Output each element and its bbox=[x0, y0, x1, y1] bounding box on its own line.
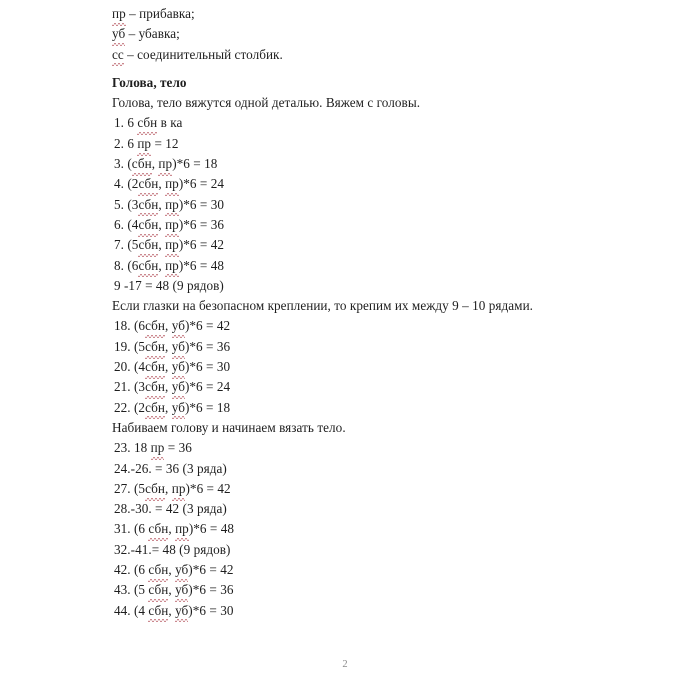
text-run: )*6 = 24 bbox=[178, 176, 225, 192]
text-run: , bbox=[165, 379, 172, 395]
text-run: , bbox=[168, 562, 176, 578]
text-run: , bbox=[165, 399, 172, 415]
spellcheck-term: сбн bbox=[138, 215, 158, 235]
spellcheck-term: сбн bbox=[148, 601, 168, 621]
text-run: 9 -17 = 48 (9 рядов) bbox=[114, 277, 224, 293]
spellcheck-term: сбн bbox=[145, 316, 165, 336]
text-run: , bbox=[165, 338, 172, 354]
text-run: , bbox=[165, 359, 172, 375]
text-run: = 36 bbox=[164, 440, 192, 456]
text-run: 43. (5 bbox=[114, 582, 149, 598]
text-run: 1. 6 bbox=[114, 115, 138, 131]
pattern-row bbox=[112, 276, 582, 296]
text-run: 32.-41.= 48 (9 рядов) bbox=[114, 541, 231, 557]
text-run: , bbox=[151, 156, 159, 172]
spellcheck-term: сбн bbox=[138, 195, 158, 215]
spacer bbox=[112, 65, 582, 73]
text-run: – прибавка; bbox=[125, 6, 195, 21]
note-safety-eyes: Если глазки на безопасном креплении, то крепим их между 9 – 10 рядами. bbox=[112, 298, 534, 314]
text-run: , bbox=[158, 216, 166, 232]
text-run: )*6 = 36 bbox=[178, 216, 225, 232]
text-run: , bbox=[168, 602, 176, 618]
spellcheck-term: уб bbox=[175, 601, 188, 621]
text-run: 28.-30. = 42 (3 ряда) bbox=[114, 501, 227, 517]
text-run: )*6 = 48 bbox=[188, 521, 235, 537]
text-run: 27. (5 bbox=[114, 480, 146, 496]
spellcheck-term: сбн bbox=[145, 337, 165, 357]
pattern-row bbox=[112, 316, 582, 336]
spellcheck-term: уб bbox=[172, 377, 185, 397]
text-run: , bbox=[168, 582, 176, 598]
pattern-row bbox=[112, 154, 582, 174]
text-run: 20. (4 bbox=[114, 359, 146, 375]
text-run: в ка bbox=[157, 115, 183, 131]
pattern-row bbox=[112, 337, 582, 357]
abbreviation-line bbox=[112, 4, 582, 24]
spellcheck-term: пр bbox=[172, 479, 186, 499]
pattern-row bbox=[112, 459, 582, 479]
spellcheck-term: сбн bbox=[132, 154, 152, 174]
text-run: )*6 = 30 bbox=[188, 602, 234, 618]
text-run: , bbox=[165, 480, 172, 496]
pattern-row bbox=[112, 560, 582, 580]
spellcheck-term: уб bbox=[172, 337, 185, 357]
spellcheck-term: пр bbox=[165, 235, 179, 255]
spellcheck-term: сбн bbox=[145, 377, 165, 397]
pattern-row bbox=[112, 540, 582, 560]
text-run: , bbox=[168, 521, 176, 537]
pattern-row bbox=[112, 357, 582, 377]
pattern-row bbox=[112, 499, 582, 519]
text-run: 18. (6 bbox=[114, 318, 146, 334]
pattern-rows-body bbox=[112, 438, 582, 621]
text-run: 24.-26. = 36 (3 ряда) bbox=[114, 460, 227, 476]
text-run: )*6 = 30 bbox=[178, 196, 225, 212]
text-run: 23. 18 bbox=[114, 440, 151, 456]
spellcheck-term: уб bbox=[172, 398, 185, 418]
spellcheck-term: пр bbox=[165, 174, 179, 194]
page-number: 2 bbox=[342, 659, 348, 670]
document-body bbox=[112, 4, 582, 621]
pattern-row bbox=[112, 134, 582, 154]
text-run: , bbox=[165, 318, 172, 334]
pattern-row bbox=[112, 601, 582, 621]
spellcheck-term: пр bbox=[165, 215, 179, 235]
spellcheck-term: сбн bbox=[137, 113, 157, 133]
spellcheck-term: сбн bbox=[145, 398, 165, 418]
text-run: , bbox=[158, 196, 166, 212]
text-run: – соединительный столбик. bbox=[123, 46, 283, 62]
spellcheck-term: уб bbox=[172, 316, 185, 336]
text-run: , bbox=[158, 237, 166, 253]
note-stuffing: Набиваем голову и начинаем вязать тело. bbox=[112, 419, 346, 435]
spellcheck-term: сбн bbox=[148, 580, 168, 600]
pattern-row bbox=[112, 215, 582, 235]
text-run: 8. (6 bbox=[114, 257, 139, 273]
pattern-rows-decrease bbox=[112, 316, 582, 417]
text-run: )*6 = 18 bbox=[172, 156, 218, 172]
pattern-row bbox=[112, 113, 582, 133]
spellcheck-term: пр bbox=[165, 195, 179, 215]
text-run: 3. ( bbox=[114, 156, 132, 172]
spellcheck-term: пр bbox=[175, 519, 189, 539]
text-run: )*6 = 24 bbox=[184, 379, 231, 395]
text-run: )*6 = 48 bbox=[178, 257, 225, 273]
text-run: 7. (5 bbox=[114, 237, 139, 253]
abbreviation-list bbox=[112, 4, 582, 65]
pattern-rows-head bbox=[112, 113, 582, 296]
pattern-row bbox=[112, 174, 582, 194]
pattern-row bbox=[112, 580, 582, 600]
text-run: 4. (2 bbox=[114, 176, 139, 192]
text-run: 6. (4 bbox=[114, 216, 139, 232]
pattern-row bbox=[112, 195, 582, 215]
spellcheck-term: сс bbox=[112, 45, 124, 65]
spellcheck-term: пр bbox=[165, 256, 179, 276]
text-run: 42. (6 bbox=[114, 562, 149, 578]
spellcheck-term: пр bbox=[112, 4, 126, 24]
text-run: , bbox=[158, 176, 166, 192]
text-run: 19. (5 bbox=[114, 338, 146, 354]
text-run: )*6 = 42 bbox=[185, 480, 231, 496]
text-run: )*6 = 42 bbox=[188, 562, 234, 578]
text-run: )*6 = 36 bbox=[188, 582, 234, 598]
abbreviation-line bbox=[112, 24, 582, 44]
spellcheck-term: сбн bbox=[148, 560, 168, 580]
pattern-row bbox=[112, 398, 582, 418]
section-heading-golova-telo: Голова, тело bbox=[112, 74, 187, 90]
spellcheck-term: пр bbox=[137, 134, 151, 154]
text-run: )*6 = 30 bbox=[184, 359, 231, 375]
spellcheck-term: сбн bbox=[148, 519, 168, 539]
section-intro-text: Голова, тело вяжутся одной деталью. Вяжем с головы. bbox=[112, 95, 421, 111]
spellcheck-term: пр bbox=[151, 438, 165, 458]
text-run: 22. (2 bbox=[114, 399, 146, 415]
text-run: )*6 = 18 bbox=[184, 399, 231, 415]
text-run: 2. 6 bbox=[114, 135, 138, 151]
spellcheck-term: сбн bbox=[138, 174, 158, 194]
text-run: 21. (3 bbox=[114, 379, 146, 395]
spellcheck-term: сбн bbox=[145, 479, 165, 499]
pattern-row bbox=[112, 438, 582, 458]
pattern-row bbox=[112, 256, 582, 276]
text-run: )*6 = 42 bbox=[184, 318, 231, 334]
abbreviation-line bbox=[112, 45, 582, 65]
spellcheck-term: сбн bbox=[145, 357, 165, 377]
pattern-row bbox=[112, 479, 582, 499]
text-run: , bbox=[158, 257, 166, 273]
text-run: 5. (3 bbox=[114, 196, 139, 212]
spellcheck-term: сбн bbox=[138, 235, 158, 255]
pattern-row bbox=[112, 377, 582, 397]
spellcheck-term: уб bbox=[172, 357, 185, 377]
text-run: 31. (6 bbox=[114, 521, 149, 537]
spellcheck-term: уб bbox=[112, 24, 125, 44]
spellcheck-term: уб bbox=[175, 580, 188, 600]
text-run: – убавка; bbox=[125, 26, 180, 42]
text-run: 44. (4 bbox=[114, 602, 149, 618]
text-run: = 12 bbox=[151, 135, 179, 151]
text-run: )*6 = 36 bbox=[184, 338, 231, 354]
spellcheck-term: пр bbox=[158, 154, 172, 174]
text-run: )*6 = 42 bbox=[178, 237, 225, 253]
spellcheck-term: сбн bbox=[138, 256, 158, 276]
pattern-row bbox=[112, 235, 582, 255]
spellcheck-term: уб bbox=[175, 560, 188, 580]
pattern-row bbox=[112, 519, 582, 539]
